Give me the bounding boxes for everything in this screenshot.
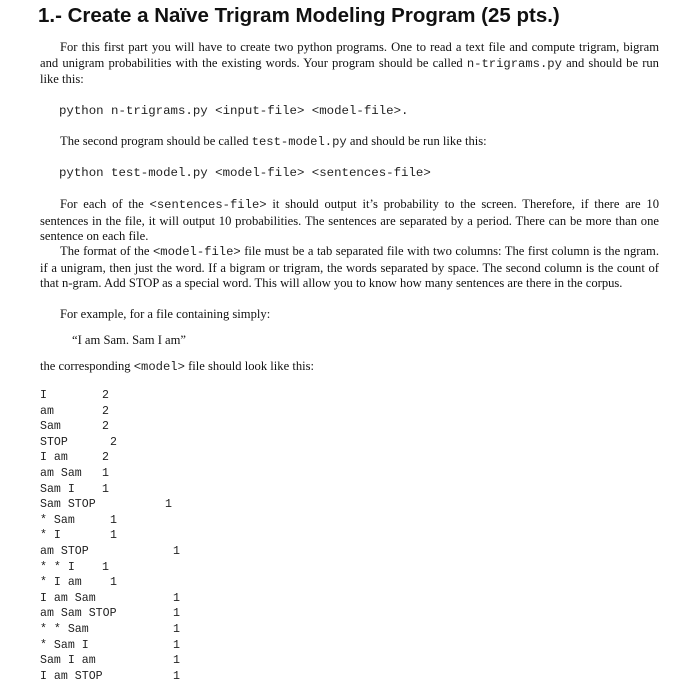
table-row [40, 513, 240, 528]
table-row [40, 669, 240, 684]
ngram-cell: * Sam I [40, 638, 89, 652]
ngram-cell: am STOP [40, 545, 89, 558]
foreach-text-2: it should output it’s probability to the screen. Therefore, if there are 10 sentences in the file, it will output 10 probabilities. The sentences are separated by a period. There can be more than one sentence on each file. [40, 197, 659, 244]
format-paragraph [40, 244, 659, 292]
table-row [40, 450, 240, 465]
ngram-cell: STOP [40, 435, 68, 449]
count-cell: 2 [102, 420, 109, 434]
table-row [40, 388, 240, 403]
command-n-trigrams: python n-trigrams.py <input-file> <model-file>. [59, 104, 409, 118]
ngram-cell: * Sam [40, 513, 75, 527]
model-code: <model> [133, 360, 185, 374]
count-cell: 1 [110, 576, 117, 590]
table-row [40, 575, 240, 590]
table-row [40, 482, 240, 497]
count-cell: 1 [173, 607, 180, 621]
count-cell: 1 [110, 529, 117, 543]
count-cell: 2 [102, 389, 109, 402]
second-text-2: and should be run like this: [346, 134, 487, 148]
example-intro: For example, for a file containing simply: [60, 307, 271, 321]
sentences-file-code: <sentences-file> [149, 198, 267, 212]
table-row [40, 606, 240, 621]
ngram-cell: I am [40, 451, 68, 465]
table-row [40, 560, 240, 575]
n-trigrams-filename: n-trigrams.py [466, 56, 562, 71]
count-cell: 2 [102, 404, 109, 418]
format-text-2: file must be a tab separated file with two columns: The first column is the ngram. if a unigram, then just the word. If a bigram or trigram, the words separated by space. The second column is the count of that n-gram. Add STOP as a special word. This will allow you to know how many sentences are there in the corpus. [40, 244, 659, 291]
count-cell: 1 [102, 482, 109, 496]
ngram-cell: Sam I [40, 482, 75, 496]
second-program-paragraph [40, 134, 659, 151]
format-text-1: The format of the [60, 244, 153, 258]
count-cell: 1 [173, 669, 180, 683]
model-file-listing [40, 388, 240, 688]
count-cell: 1 [102, 467, 109, 480]
ngram-cell: Sam I am [40, 654, 96, 668]
example-quote: “I am Sam. Sam I am” [72, 333, 187, 347]
ngram-cell: Sam [40, 420, 61, 434]
count-cell: 1 [173, 591, 180, 605]
count-cell: 2 [110, 435, 117, 449]
count-cell: 1 [173, 545, 180, 558]
foreach-text-1: For each of the [60, 197, 150, 211]
table-row [40, 528, 240, 543]
table-row [40, 435, 240, 450]
second-text-1: The second program should be called [60, 134, 252, 148]
ngram-cell: am Sam [40, 467, 82, 480]
table-row [40, 497, 240, 512]
section-heading: 1.- Create a Naïve Trigram Modeling Program (25 pts.) [38, 4, 560, 27]
count-cell: 2 [102, 451, 109, 465]
count-cell: 1 [110, 513, 117, 527]
ngram-cell: * I am [40, 576, 82, 590]
ngram-cell: Sam STOP [40, 498, 96, 512]
ngram-cell: I am STOP [40, 669, 103, 683]
corresponding-text-1: the corresponding [40, 359, 134, 373]
table-row [40, 622, 240, 637]
ngram-cell: I am Sam [40, 591, 96, 605]
ngram-cell: * * Sam [40, 623, 89, 636]
table-row [40, 638, 240, 653]
intro-text-1: For this first part you will have to create two python programs. One to read a text file and compute trigram, bigram and unigram probabilities with the existing words. Your program should be called [40, 40, 659, 70]
count-cell: 1 [173, 623, 180, 636]
table-row [40, 653, 240, 668]
count-cell: 1 [173, 638, 180, 652]
intro-text-2: and should be run like this: [40, 55, 659, 87]
corresponding-text-2: file should look like this: [184, 359, 315, 373]
table-row [40, 466, 240, 481]
count-cell: 1 [102, 560, 109, 574]
intro-paragraph [40, 40, 659, 88]
for-each-paragraph [40, 197, 659, 245]
ngram-cell: am [40, 404, 54, 418]
table-row [40, 404, 240, 419]
table-row [40, 419, 240, 434]
ngram-cell: I [40, 389, 47, 402]
command-test-model: python test-model.py <model-file> <sentences-file> [59, 166, 431, 180]
test-model-filename: test-model.py [251, 135, 347, 149]
model-file-code: <model-file> [152, 245, 241, 259]
ngram-cell: * * I [40, 560, 75, 574]
table-row [40, 544, 240, 559]
ngram-cell: * I [40, 529, 61, 543]
count-cell: 1 [165, 498, 172, 512]
table-row [40, 591, 240, 606]
corresponding-paragraph [40, 359, 659, 376]
count-cell: 1 [173, 654, 180, 668]
ngram-cell: am Sam STOP [40, 607, 117, 621]
